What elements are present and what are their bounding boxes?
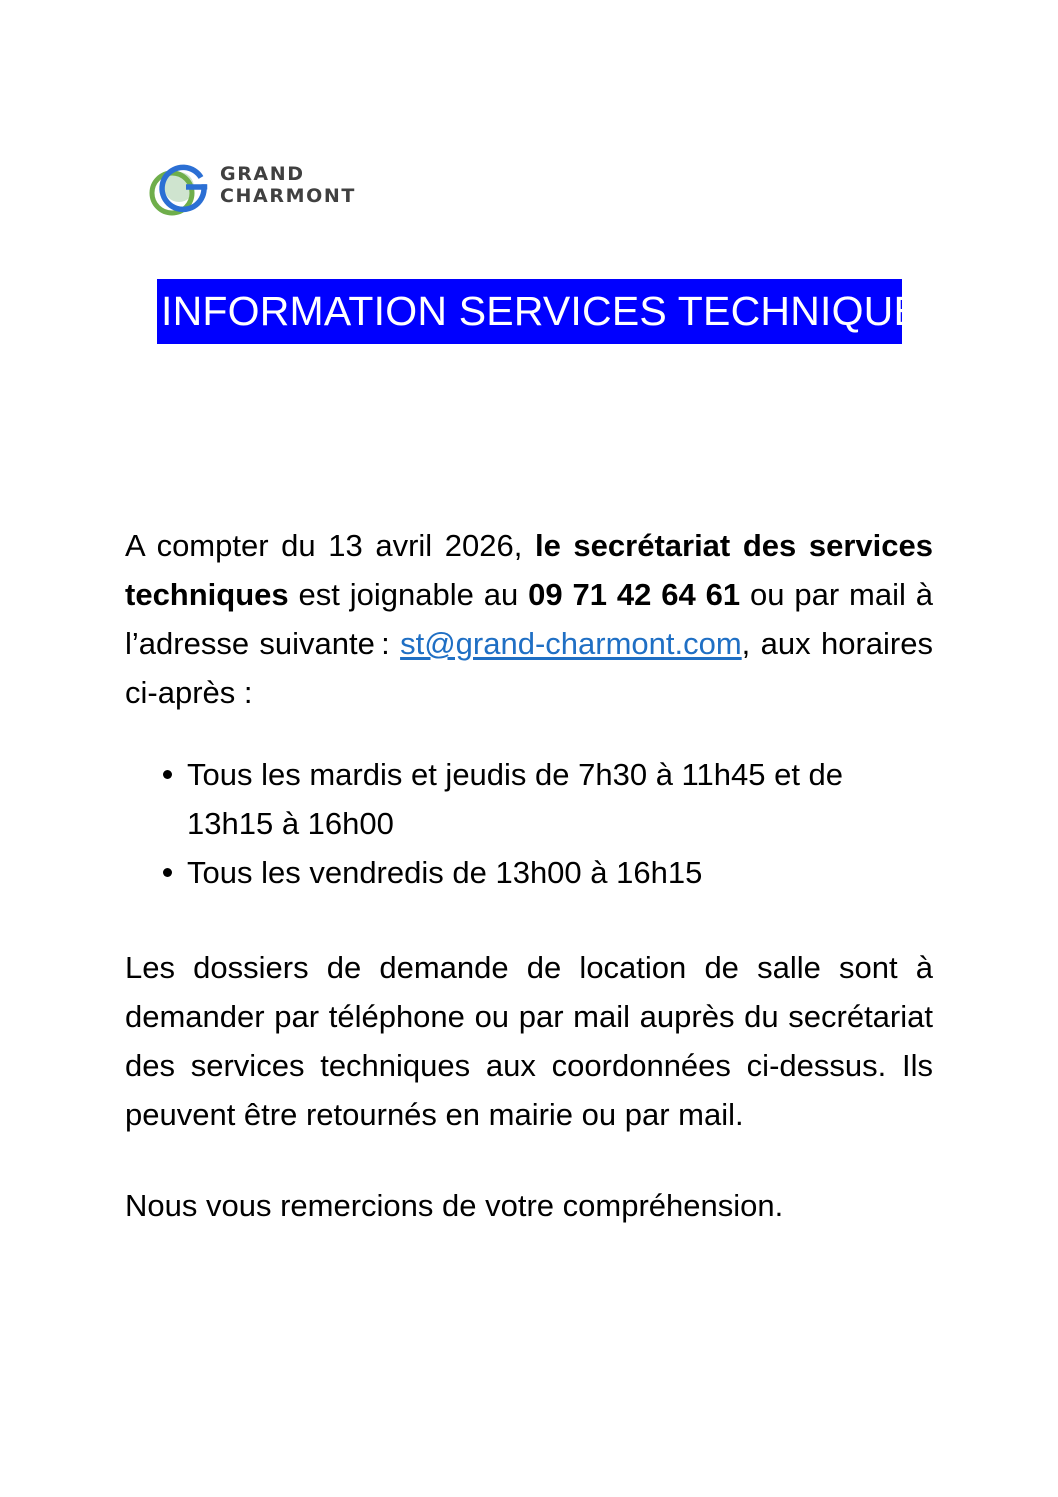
bullet-icon [163, 770, 172, 779]
document-body [125, 521, 933, 1230]
grand-charmont-logo [146, 150, 376, 222]
email-link[interactable]: st@grand-charmont.com [400, 626, 742, 661]
intro-bold-secretariat: le secrétariat des services techniques [125, 528, 933, 612]
spacer-before-closing [125, 1139, 933, 1181]
schedule-item-text: Tous les mardis et jeudis de 7h30 à 11h45 et de 13h15 à 16h00 [187, 757, 844, 841]
intro-bold-phone: 09 71 42 64 61 [528, 577, 741, 612]
intro-part1: A compter du 13 avril 2026, [125, 528, 535, 563]
logo-wordmark [220, 164, 356, 207]
bullet-icon [163, 868, 172, 877]
intro-part3: ou par mail à l’adresse suivante : [125, 577, 933, 661]
spacer-before-bullets [125, 717, 933, 750]
logo-wordmark-line2: CHARMONT [220, 185, 356, 207]
list-item [125, 750, 933, 848]
schedule-item-text: Tous les vendredis de 13h00 à 16h15 [187, 855, 703, 890]
intro-part2: est joignable au [288, 577, 529, 612]
intro-paragraph [125, 521, 933, 717]
spacer-before-rental [125, 897, 933, 943]
page-title-banner [157, 279, 949, 344]
intro-part4: , aux horaires ci-après : [125, 626, 933, 710]
list-item [125, 848, 933, 897]
page-title: INFORMATION SERVICES TECHNIQUES [161, 288, 949, 334]
closing-paragraph: Nous vous remercions de votre compréhension. [125, 1188, 784, 1223]
logo-mark-icon [146, 153, 212, 219]
rental-paragraph: Les dossiers de demande de location de salle sont à demander par téléphone ou par mail auprès du secrétariat des services techniques aux coordonnées ci-dessus. Ils peuvent être retournés en mairie ou par mail. [125, 950, 933, 1132]
logo-wordmark-line1: GRAND [220, 163, 305, 186]
schedule-list [125, 750, 933, 897]
